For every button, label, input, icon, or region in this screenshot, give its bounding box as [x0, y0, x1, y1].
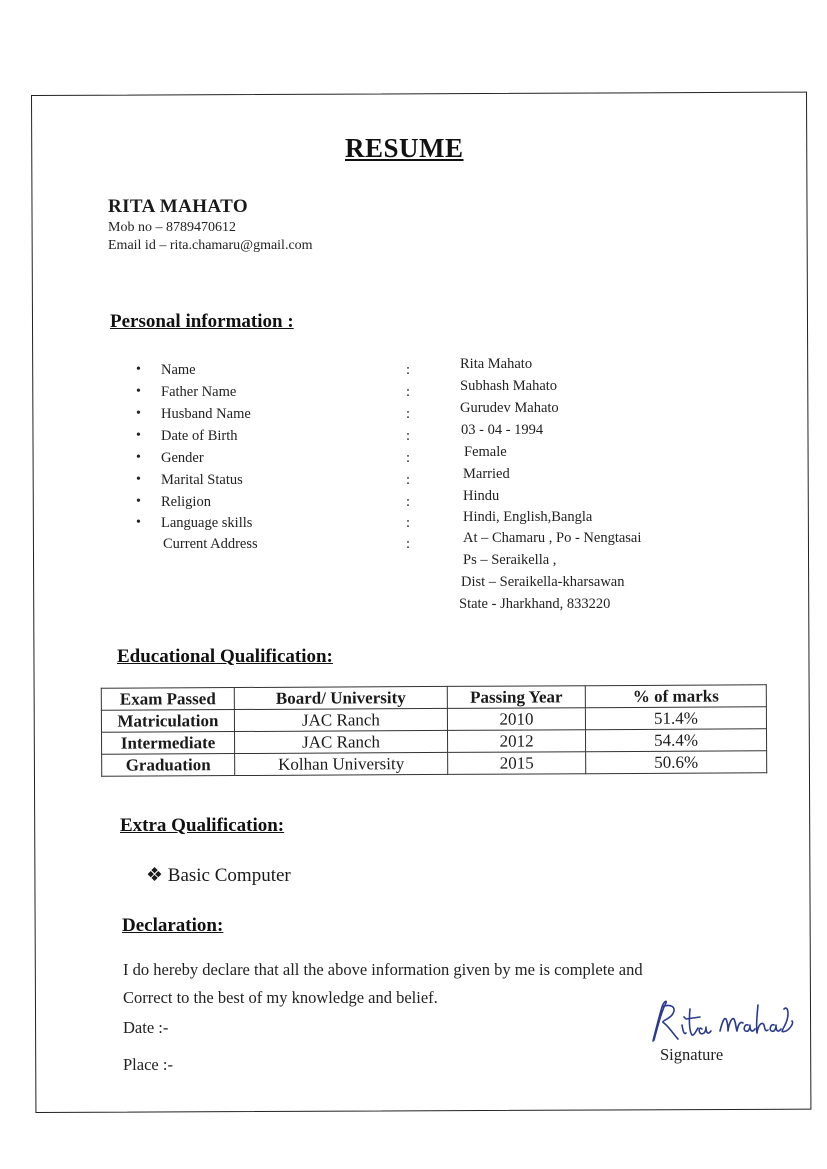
- education-heading: Educational Qualification:: [117, 646, 333, 667]
- personal-info-label: Husband Name: [161, 406, 251, 422]
- table-cell: 2010: [447, 708, 585, 731]
- personal-info-value: Rita Mahato: [460, 356, 533, 372]
- personal-info-label: Date of Birth: [161, 428, 238, 444]
- date-label: Date :-: [123, 1018, 169, 1037]
- personal-info-colon: :: [406, 494, 411, 510]
- personal-info-label: Gender: [161, 450, 204, 466]
- personal-info-row: [136, 472, 716, 494]
- bullet-icon: •: [136, 515, 141, 530]
- column-header: % of marks: [585, 685, 766, 708]
- bullet-icon: •: [136, 472, 141, 487]
- table-cell: Intermediate: [102, 732, 235, 755]
- personal-info-label: Language skills: [161, 515, 253, 531]
- signature-label: Signature: [660, 1045, 724, 1064]
- table-cell: JAC Ranch: [235, 730, 448, 753]
- personal-info-row: [136, 494, 716, 516]
- personal-info-colon: :: [406, 406, 411, 422]
- personal-info-colon: :: [406, 450, 411, 466]
- bullet-icon: •: [136, 494, 141, 509]
- personal-info-value: 03 - 04 - 1994: [461, 422, 544, 438]
- personal-info-row: [136, 450, 716, 472]
- address-line: Dist – Seraikella-kharsawan: [461, 574, 625, 590]
- table-cell: 2015: [448, 752, 586, 775]
- column-header: Exam Passed: [101, 688, 234, 711]
- personal-info-value: Female: [464, 444, 507, 460]
- address-line: State - Jharkhand, 833220: [459, 596, 611, 612]
- table-cell: Matriculation: [101, 710, 234, 733]
- extra-qualification-item: ❖ Basic Computer: [146, 865, 291, 886]
- personal-info-row: [136, 362, 716, 384]
- table-row: [102, 751, 767, 776]
- candidate-name: RITA MAHATO: [108, 196, 249, 217]
- personal-info-row: [136, 428, 716, 450]
- mobile-number: Mob no – 8789470612: [108, 220, 236, 235]
- address-line: At – Chamaru , Po - Nengtasai: [463, 530, 642, 546]
- personal-info-value: Married: [463, 466, 510, 482]
- bullet-icon: •: [136, 362, 141, 377]
- bullet-icon: •: [136, 428, 141, 443]
- personal-info-colon: :: [406, 515, 411, 531]
- personal-info-heading: Personal information :: [110, 311, 294, 332]
- education-table: [101, 684, 767, 776]
- table-cell: 2012: [447, 730, 585, 753]
- handwritten-signature: [640, 995, 800, 1050]
- column-header: Passing Year: [447, 686, 585, 709]
- personal-info-colon: :: [406, 362, 411, 378]
- personal-info-colon: :: [406, 428, 411, 444]
- bullet-icon: •: [136, 406, 141, 421]
- personal-info-label: Name: [161, 362, 196, 378]
- table-cell: Kolhan University: [235, 752, 448, 775]
- personal-info-label: Father Name: [161, 384, 237, 400]
- bullet-icon: •: [136, 450, 141, 465]
- address-colon: :: [406, 536, 411, 552]
- bullet-icon: •: [136, 384, 141, 399]
- email-address: Email id – rita.chamaru@gmail.com: [108, 238, 313, 253]
- personal-info-label: Religion: [161, 494, 211, 510]
- personal-info-value: Gurudev Mahato: [460, 400, 559, 416]
- table-cell: JAC Ranch: [234, 708, 447, 731]
- extra-qualification-heading: Extra Qualification:: [120, 815, 285, 836]
- personal-info-label: Marital Status: [161, 472, 243, 488]
- table-cell: Graduation: [102, 754, 235, 777]
- address-line: Ps – Seraikella ,: [463, 552, 557, 568]
- address-label: Current Address: [163, 536, 258, 552]
- personal-info-row: [136, 406, 716, 428]
- declaration-heading: Declaration:: [122, 915, 224, 936]
- table-cell: 50.6%: [586, 751, 767, 774]
- declaration-text: Correct to the best of my knowledge and belief.: [123, 988, 438, 1007]
- page-title: RESUME: [345, 133, 464, 163]
- personal-info-colon: :: [406, 384, 411, 400]
- table-cell: 54.4%: [585, 729, 766, 752]
- personal-info-row: [136, 384, 716, 406]
- personal-info-value: Hindu: [463, 488, 500, 504]
- column-header: Board/ University: [234, 686, 447, 709]
- personal-info-value: Hindi, English,Bangla: [463, 509, 593, 525]
- declaration-text: I do hereby declare that all the above information given by me is complete and: [123, 960, 643, 979]
- personal-info-colon: :: [406, 472, 411, 488]
- place-label: Place :-: [123, 1055, 173, 1074]
- personal-info-value: Subhash Mahato: [460, 378, 558, 394]
- table-cell: 51.4%: [585, 707, 766, 730]
